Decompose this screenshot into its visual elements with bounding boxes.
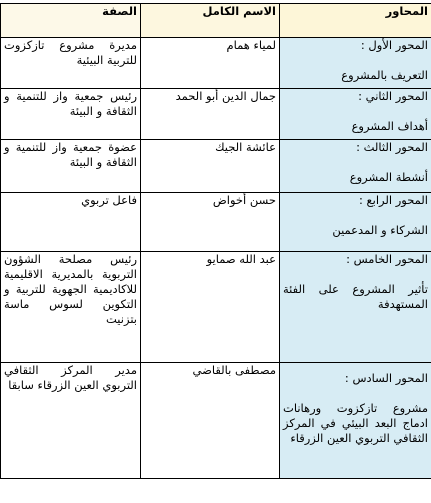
header-axis: المحاور bbox=[280, 4, 431, 38]
header-role: الصفة bbox=[1, 4, 141, 38]
axis-title: المحور الأول : bbox=[360, 38, 428, 52]
table-row bbox=[1, 363, 431, 479]
axis-topic: تأثير المشروع على الفئة المستهدفة bbox=[283, 282, 428, 311]
role-cell: مديرة مشروع تازكزوت للتربية البيئية bbox=[1, 38, 141, 89]
axis-topic: أنشطة المشروع bbox=[349, 170, 428, 184]
role-cell: رئيس مصلحة الشؤون التربوية بالمديرية الاقليمية للاكاديمية الجهوية للتربية و التكوين لسوس ماسة بتزنيت bbox=[1, 252, 141, 363]
role-cell: رئيس جمعية واز للتنمية و الثقافة و البيئة bbox=[1, 89, 141, 140]
axis-title: المحور السادس : bbox=[344, 371, 428, 385]
axis-cell bbox=[280, 252, 431, 363]
table-row bbox=[1, 89, 431, 140]
name-cell: حسن أخواض bbox=[141, 193, 280, 252]
axis-title: المحور الثالث : bbox=[356, 140, 428, 154]
axis-topic: مشروع تازكزوت ورهانات ادماج البعد البيئي في المركز الثقافي التربوي العين الزرقاء bbox=[283, 401, 428, 445]
speakers-table bbox=[0, 3, 431, 479]
axis-topic: الشركاء و المدعمين bbox=[332, 223, 428, 237]
header-full-name: الاسم الكامل bbox=[141, 4, 280, 38]
table-row bbox=[1, 193, 431, 252]
table-row bbox=[1, 252, 431, 363]
table-row bbox=[1, 140, 431, 193]
axis-cell bbox=[280, 363, 431, 479]
role-cell: عضوة جمعية واز للتنمية و الثقافة و البيئة bbox=[1, 140, 141, 193]
axis-cell bbox=[280, 193, 431, 252]
axis-cell bbox=[280, 89, 431, 140]
table-row bbox=[1, 38, 431, 89]
axis-topic: التعريف بالمشروع bbox=[341, 68, 428, 82]
axis-title: المحور الثاني : bbox=[358, 89, 428, 103]
name-cell: مصطفى بالقاضي bbox=[141, 363, 280, 479]
name-cell: جمال الدين أبو الحمد bbox=[141, 89, 280, 140]
role-cell: مدير المركز الثقافي التربوي العين الزرقاء سابقا bbox=[1, 363, 141, 479]
axis-title: المحور الخامس : bbox=[346, 252, 428, 266]
name-cell: عبد الله صمايو bbox=[141, 252, 280, 363]
name-cell: عائشة الجيك bbox=[141, 140, 280, 193]
role-cell: فاعل تربوي bbox=[1, 193, 141, 252]
axis-title: المحور الرابع : bbox=[358, 193, 428, 207]
axis-topic: أهداف المشروع bbox=[351, 119, 428, 133]
header-row bbox=[1, 4, 431, 38]
axis-cell bbox=[280, 38, 431, 89]
axis-cell bbox=[280, 140, 431, 193]
name-cell: لمياء همام bbox=[141, 38, 280, 89]
